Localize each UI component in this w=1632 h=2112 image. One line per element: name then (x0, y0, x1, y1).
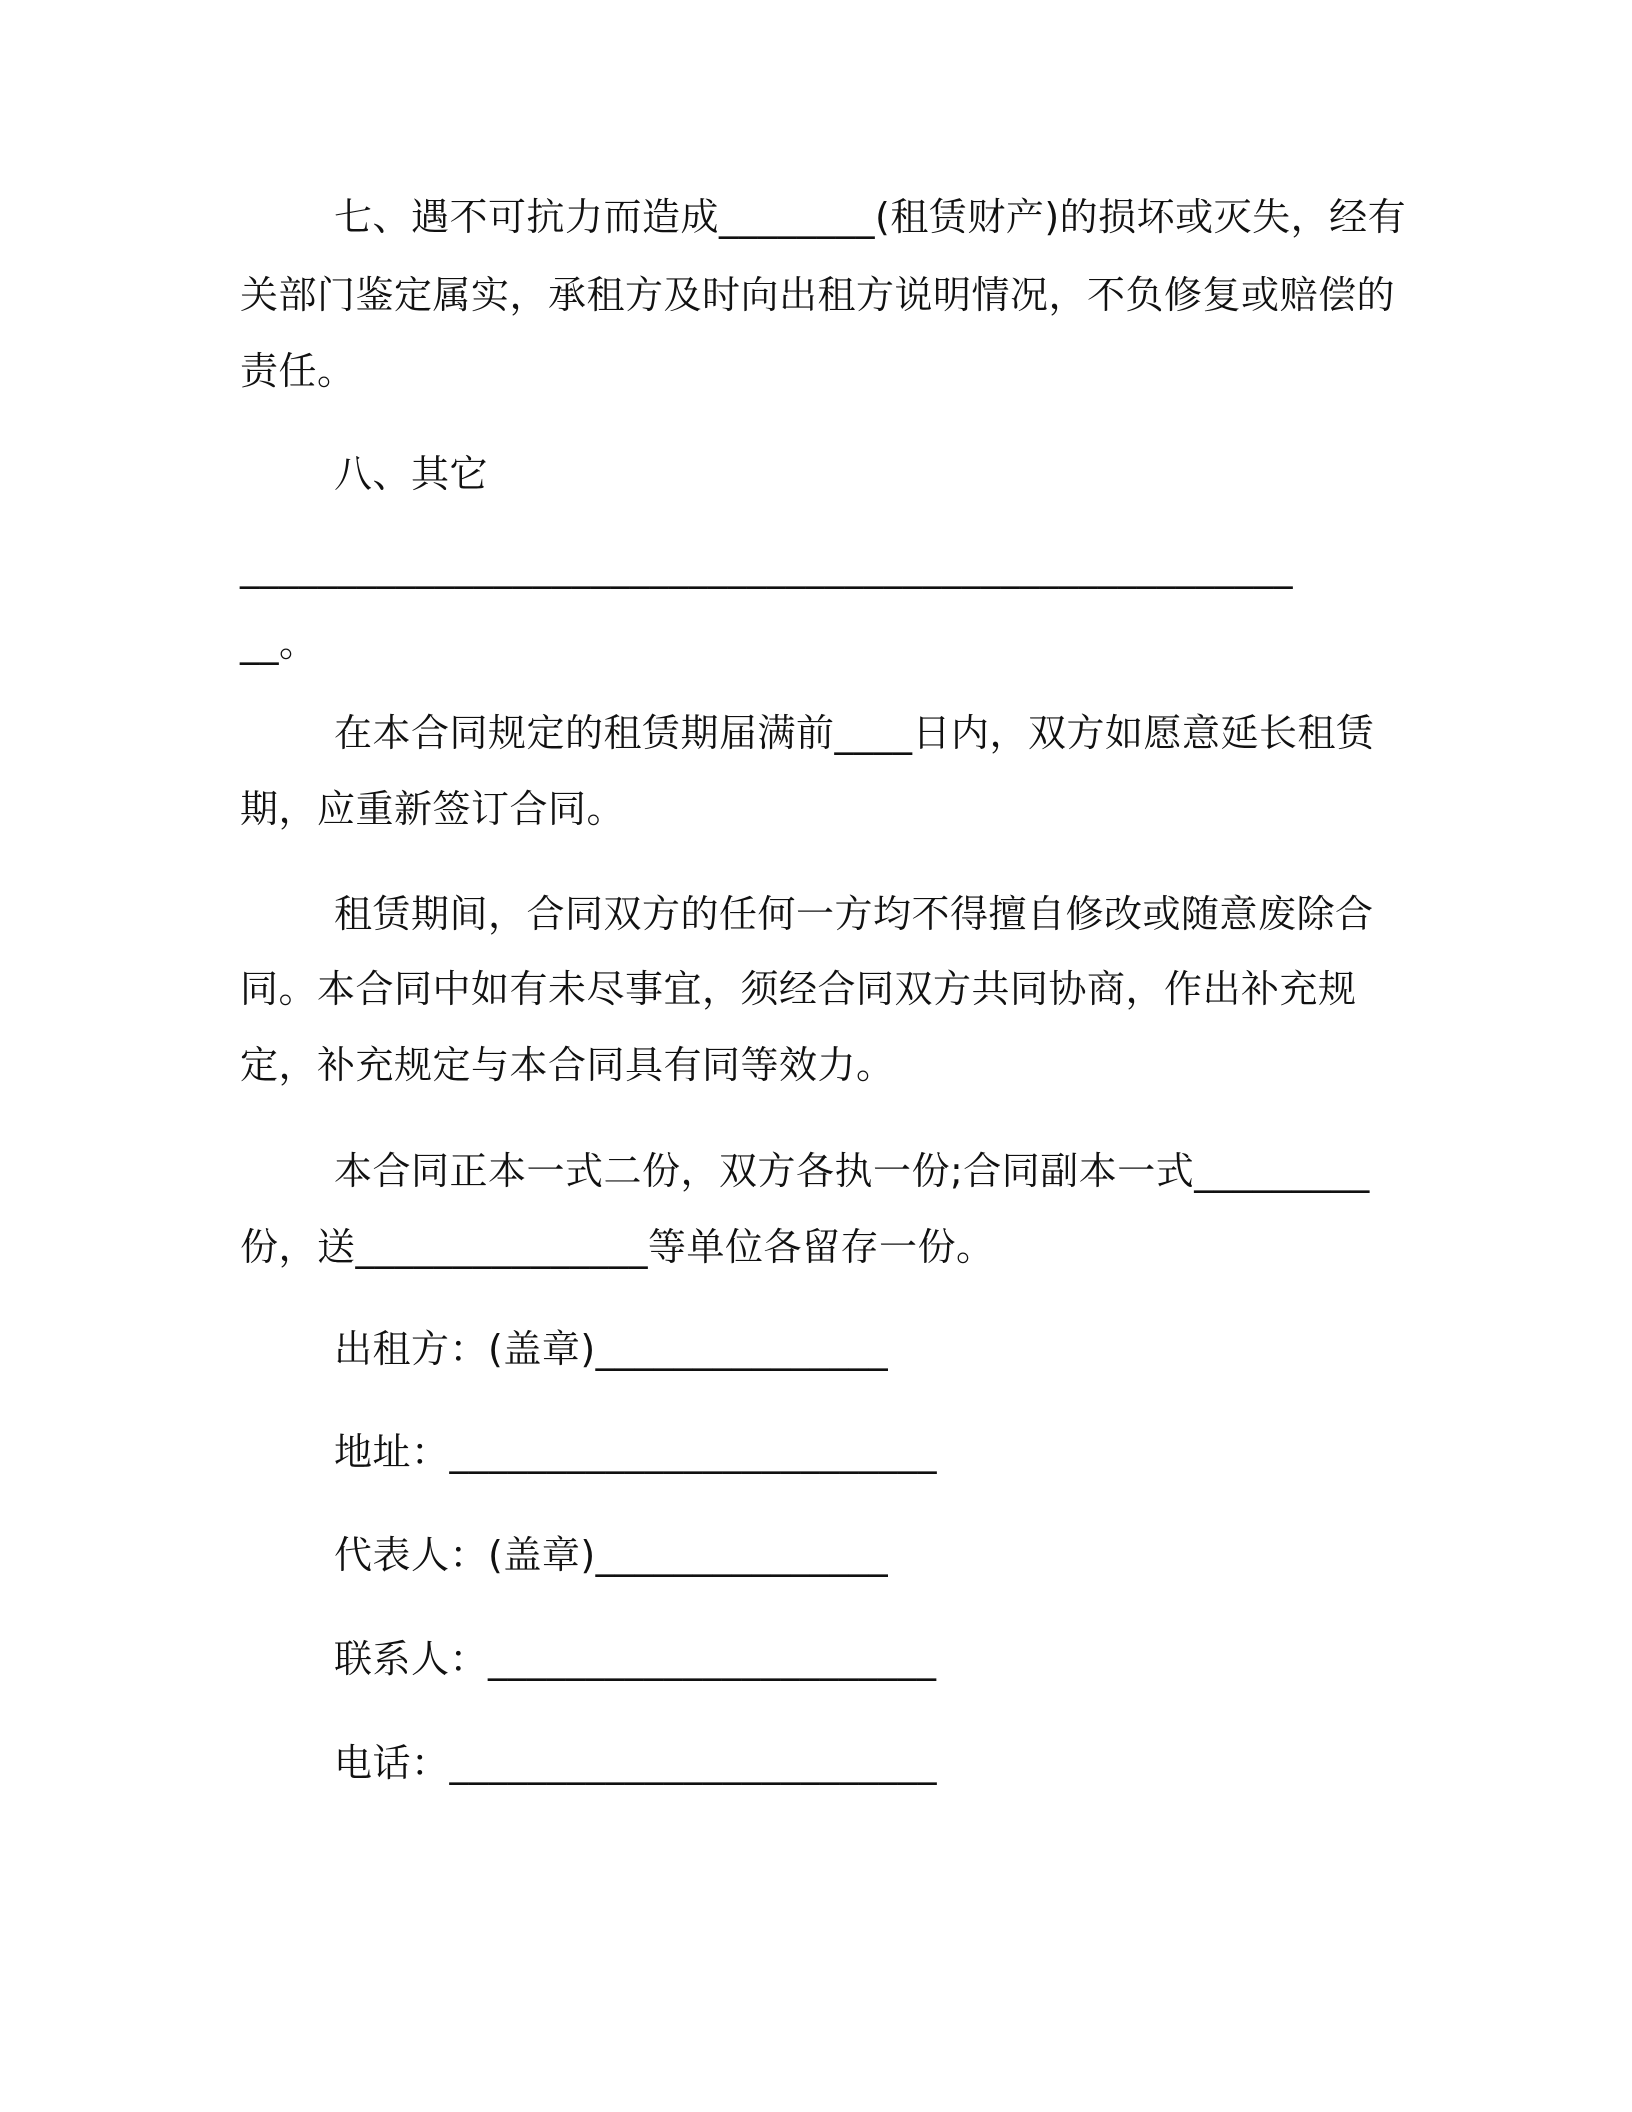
phone-line: 电话：_________________________ (334, 1741, 938, 1785)
contact-person-line: 联系人：_______________________ (334, 1637, 937, 1681)
clause-7-line-3: 责任。 (240, 349, 356, 393)
renewal-line-1: 在本合同规定的租赁期届满前____日内，双方如愿意延长租赁 (334, 711, 1375, 755)
modification-line-1: 租赁期间，合同双方的任何一方均不得擅自修改或随意废除合 (334, 892, 1374, 936)
clause-7-line-1: 七、遇不可抗力而造成________(租赁财产)的损坏或灭失，经有 (334, 195, 1407, 239)
clause-8-heading: 八、其它 (334, 452, 489, 496)
copies-line-1: 本合同正本一式二份，双方各执一份;合同副本一式_________ (334, 1149, 1370, 1193)
lessor-signature-line: 出租方：(盖章)_______________ (334, 1327, 889, 1371)
representative-signature-line: 代表人：(盖章)_______________ (334, 1533, 889, 1577)
modification-line-3: 定，补充规定与本合同具有同等效力。 (240, 1043, 895, 1087)
clause-8-blank-line: ______________________________________________________ (240, 545, 1293, 589)
address-line: 地址：_________________________ (334, 1430, 938, 1474)
modification-line-2: 同。本合同中如有未尽事宜，须经合同双方共同协商，作出补充规 (240, 967, 1357, 1011)
renewal-line-2: 期，应重新签订合同。 (240, 787, 626, 831)
clause-8-blank-end: __。 (240, 621, 318, 665)
clause-7-line-2: 关部门鉴定属实，承租方及时向出租方说明情况，不负修复或赔偿的 (240, 273, 1396, 317)
copies-line-2: 份，送_______________等单位各留存一份。 (240, 1225, 995, 1269)
